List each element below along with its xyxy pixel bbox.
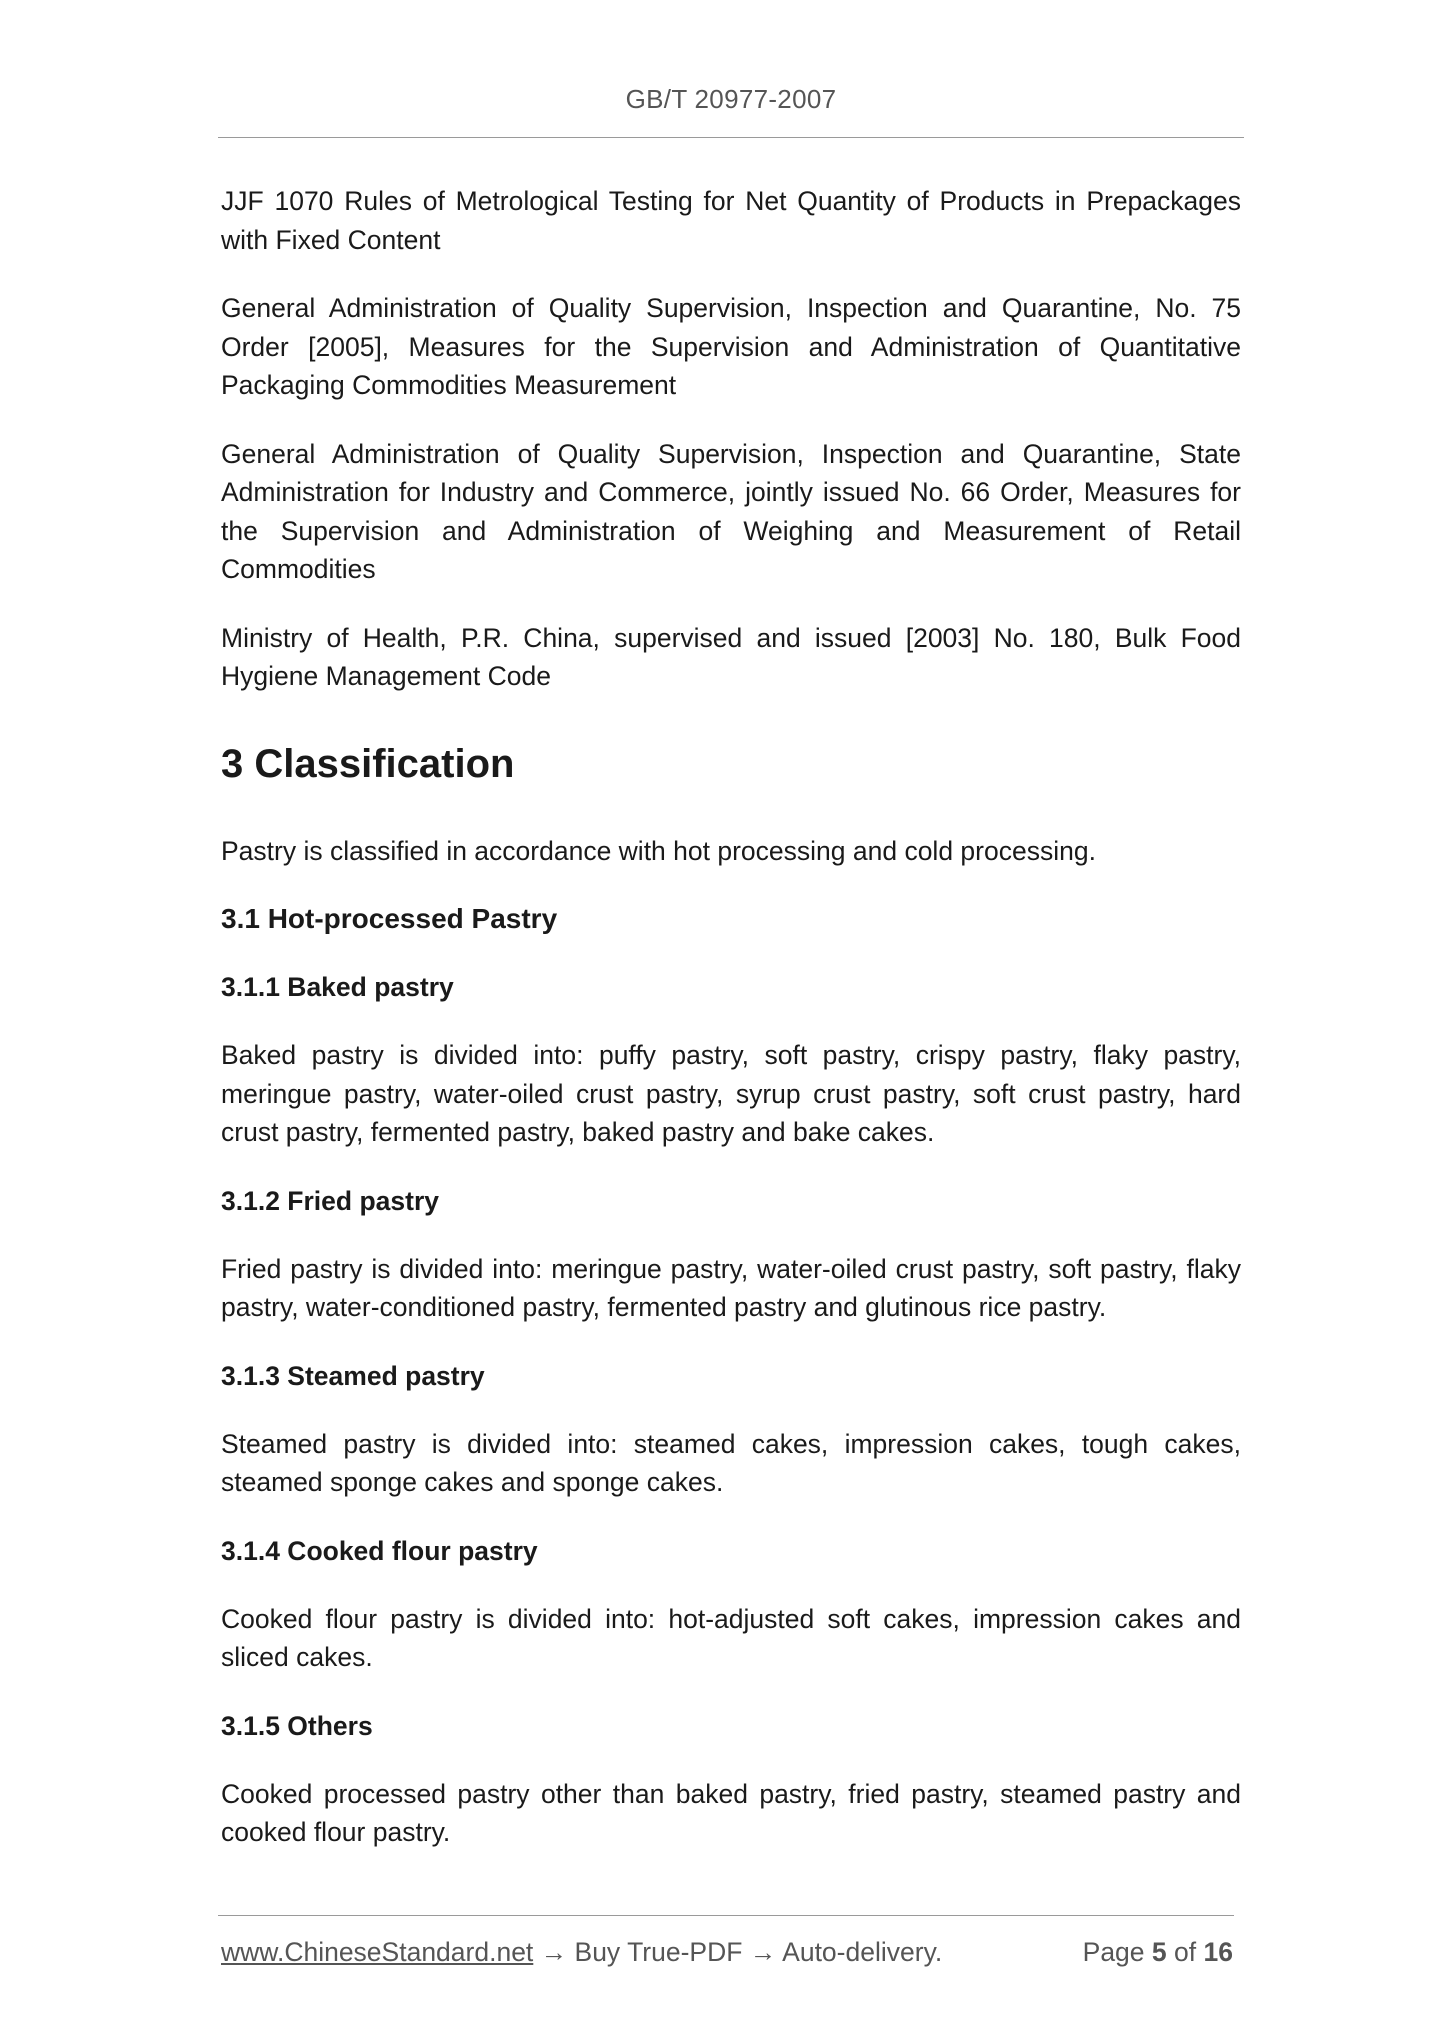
reference-item: General Administration of Quality Supervision, Inspection and Quarantine, State Administration for Industry and Commerce, jointly issued No. 66 Order, Measures for the Supervision and Administration of Weighing and Measurement of Retail Commodities [221,438,1241,584]
page-content [221,182,1241,1882]
clause-title: 3.1.4 Cooked flour pastry [221,1535,538,1566]
section-title: 3 Classification [221,741,515,786]
document-header: GB/T 20977-2007 [625,84,837,114]
reference-item: JJF 1070 Rules of Metrological Testing for Net Quantity of Products in Prepackages with Fixed Content [221,186,1241,255]
clause-text: Baked pastry is divided into: puffy pastry, soft pastry, crispy pastry, flaky pastry, meringue pastry, water-oiled crust pastry, syrup crust pastry, soft crust pastry, hard crust pastry, fermented pastry, baked pastry and bake cakes. [221,1040,1241,1147]
footer-divider [218,1915,1234,1916]
header-divider [218,137,1244,138]
footer-tagline: → Buy True-PDF → Auto-delivery. [533,1937,943,1967]
clause-text: Fried pastry is divided into: meringue pastry, water-oiled crust pastry, soft pastry, flaky pastry, water-conditioned pastry, fermented pastry and glutinous rice pastry. [221,1253,1241,1322]
footer-promo [221,1937,942,1968]
clause-title: 3.1.5 Others [221,1710,373,1741]
reference-item: General Administration of Quality Supervision, Inspection and Quarantine, No. 75 Order [2005], Measures for the Supervision and Administration of Quantitative Packaging Commodities Measurement [221,293,1241,400]
clause-title: 3.1.3 Steamed pastry [221,1360,485,1391]
website-link[interactable]: www.ChineseStandard.net [221,1937,534,1967]
page-label: Page [1082,1937,1145,1967]
page-indicator [1083,1937,1233,1968]
section-intro: Pastry is classified in accordance with hot processing and cold processing. [221,835,1096,866]
subsection-title: 3.1 Hot-processed Pastry [221,903,558,934]
total-pages-number: 16 [1203,1937,1233,1967]
clause-text: Steamed pastry is divided into: steamed cakes, impression cakes, tough cakes, steamed sponge cakes and sponge cakes. [221,1428,1241,1497]
of-label: of [1174,1937,1197,1967]
reference-item: Ministry of Health, P.R. China, supervised and issued [2003] No. 180, Bulk Food Hygiene Management Code [221,622,1241,691]
clause-title: 3.1.1 Baked pastry [221,972,454,1002]
current-page-number: 5 [1151,1937,1167,1967]
clause-text: Cooked flour pastry is divided into: hot-adjusted soft cakes, impression cakes and sliced cakes. [221,1603,1241,1672]
clause-title: 3.1.2 Fried pastry [221,1185,439,1216]
clause-text: Cooked processed pastry other than baked pastry, fried pastry, steamed pastry and cooked flour pastry. [221,1778,1241,1847]
